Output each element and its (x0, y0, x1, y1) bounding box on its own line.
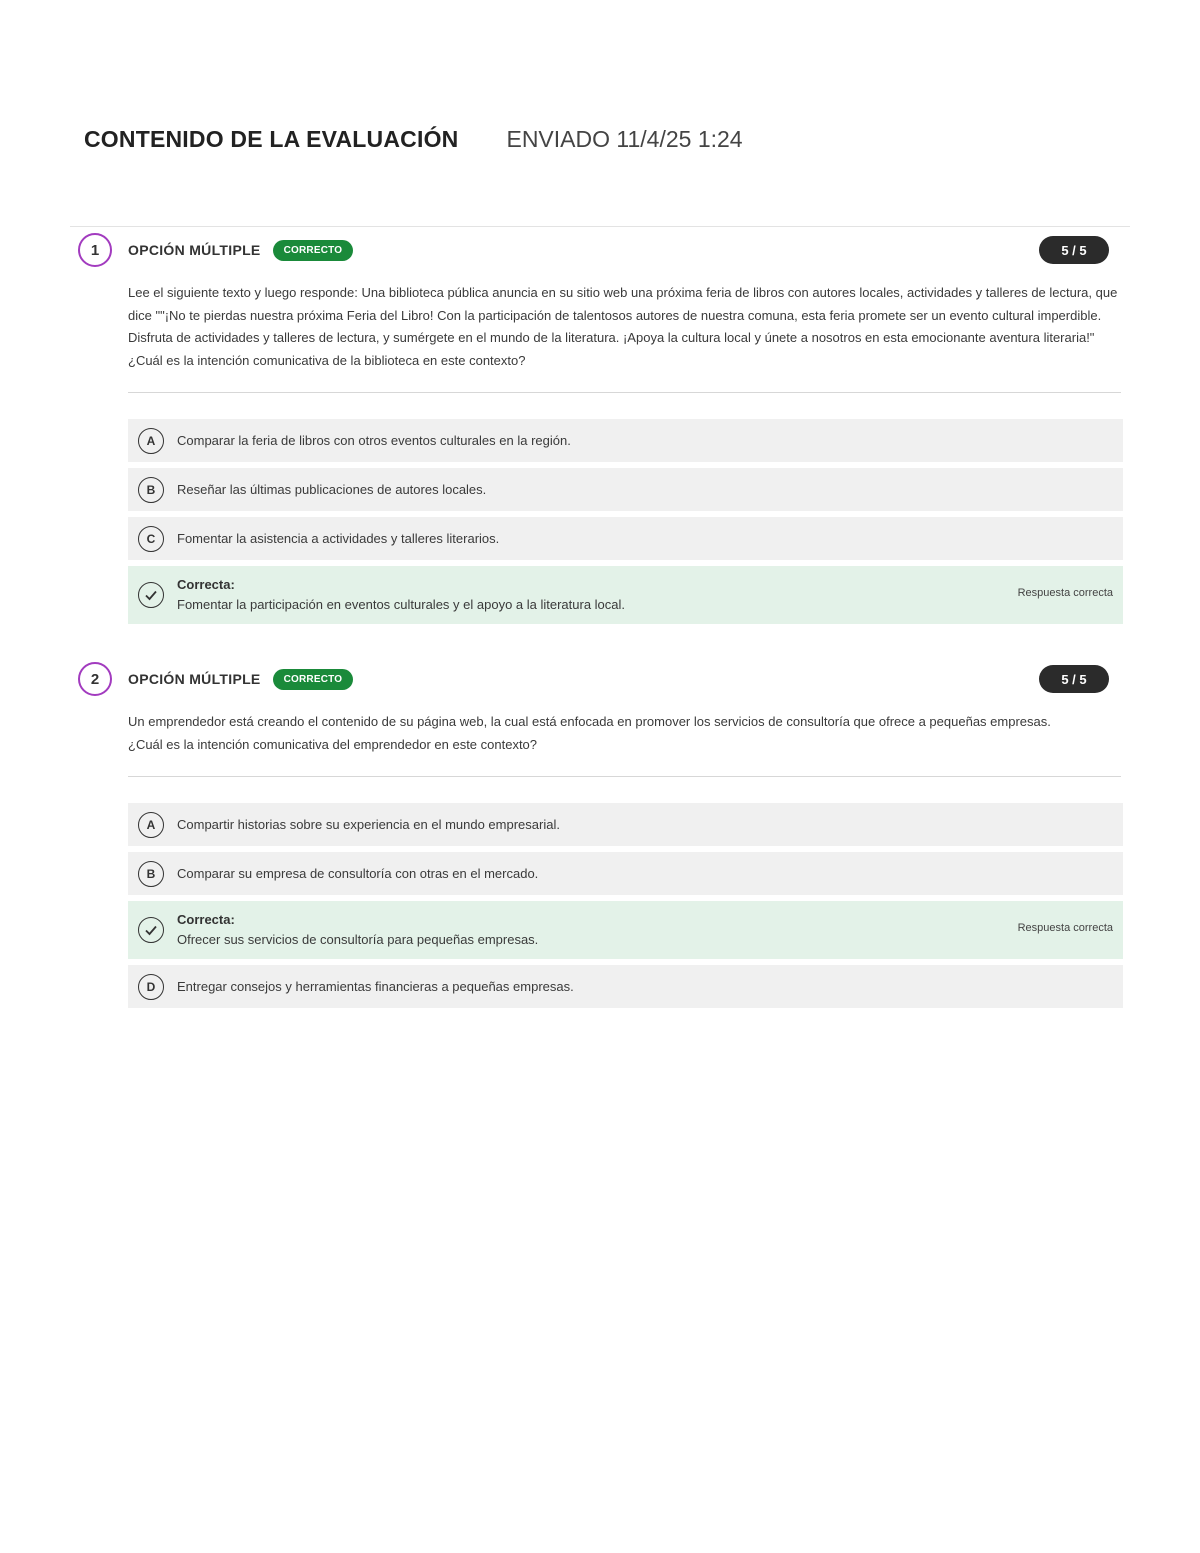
answer-options (128, 419, 1123, 624)
option-text: Compartir historias sobre su experiencia en el mundo empresarial. (177, 817, 560, 832)
option-a[interactable] (128, 803, 1123, 846)
score-pill: 5 / 5 (1039, 665, 1109, 693)
status-badge: CORRECTO (273, 240, 354, 261)
correct-label: Correcta: (177, 912, 235, 927)
option-letter: A (138, 812, 164, 838)
question-2 (78, 661, 1123, 1014)
check-circle-icon (138, 582, 164, 608)
header-divider (70, 226, 1130, 227)
submitted-date: ENVIADO 11/4/25 1:24 (506, 126, 743, 152)
option-letter: D (138, 974, 164, 1000)
question-ask: ¿Cuál es la intención comunicativa de la biblioteca en este contexto? (128, 352, 526, 368)
score-pill: 5 / 5 (1039, 236, 1109, 264)
correct-label: Correcta: (177, 577, 235, 592)
option-d[interactable] (128, 965, 1123, 1008)
question-header (78, 232, 1123, 268)
option-text: Reseñar las últimas publicaciones de autores locales. (177, 482, 487, 497)
option-b[interactable] (128, 468, 1123, 511)
status-badge: CORRECTO (273, 669, 354, 690)
option-correct[interactable] (128, 566, 1123, 624)
question-text (128, 282, 1123, 372)
question-text (128, 711, 1123, 756)
option-letter: B (138, 861, 164, 887)
check-circle-icon (138, 917, 164, 943)
option-letter: C (138, 526, 164, 552)
option-a[interactable] (128, 419, 1123, 462)
correct-answer-note: Respuesta correcta (1017, 922, 1113, 934)
correct-answer-text: Ofrecer sus servicios de consultoría para pequeñas empresas. (177, 932, 539, 947)
option-correct[interactable] (128, 901, 1123, 959)
question-ask: ¿Cuál es la intención comunicativa del emprendedor en este contexto? (128, 736, 538, 752)
option-c[interactable] (128, 517, 1123, 560)
option-letter: B (138, 477, 164, 503)
question-type: OPCIÓN MÚLTIPLE (128, 671, 261, 687)
question-number: 1 (78, 233, 112, 267)
page-header (84, 126, 743, 153)
question-type: OPCIÓN MÚLTIPLE (128, 242, 261, 258)
page-title: CONTENIDO DE LA EVALUACIÓN (84, 126, 459, 152)
question-divider (128, 392, 1121, 393)
option-text: Comparar su empresa de consultoría con otras en el mercado. (177, 866, 539, 881)
option-letter: A (138, 428, 164, 454)
question-divider (128, 776, 1121, 777)
question-header (78, 661, 1123, 697)
answer-options (128, 803, 1123, 1008)
option-text: Fomentar la asistencia a actividades y talleres literarios. (177, 531, 500, 546)
correct-answer-text: Fomentar la participación en eventos culturales y el apoyo a la literatura local. (177, 597, 626, 612)
option-text: Comparar la feria de libros con otros eventos culturales en la región. (177, 433, 571, 448)
correct-answer-note: Respuesta correcta (1017, 587, 1113, 599)
question-prompt: Lee el siguiente texto y luego responde: Una biblioteca pública anuncia en su sitio web una próxima feria de libros con autores locales, actividades y talleres de lectura, que dice ""¡No te pierdas nuestra próxima Feria del Libro! Con la participación de talentosos autores de nuestra comuna, esta feria promete ser un evento cultural imperdible. Disfruta de actividades y talleres de lectura, y sumérgete en el mundo de la literatura. ¡Apoya la cultura local y únete a nosotros en esta emocionante aventura literaria!" (128, 285, 1118, 345)
question-number: 2 (78, 662, 112, 696)
question-prompt: Un emprendedor está creando el contenido de su página web, la cual está enfocada en promover los servicios de consultoría que ofrece a pequeñas empresas. (128, 714, 1051, 729)
option-b[interactable] (128, 852, 1123, 895)
question-1 (78, 232, 1123, 630)
option-text: Entregar consejos y herramientas financieras a pequeñas empresas. (177, 979, 574, 994)
